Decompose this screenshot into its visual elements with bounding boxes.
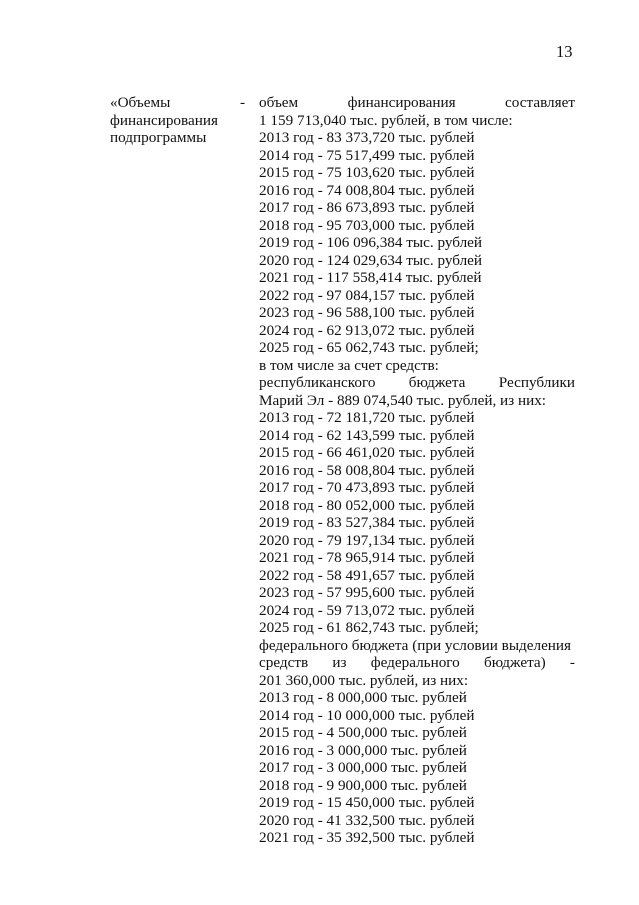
total-year-line: 2025 год - 65 062,743 тыс. рублей; — [259, 339, 479, 356]
total-year-line: 2020 год - 124 029,634 тыс. рублей — [259, 251, 483, 269]
total-year-line: 2022 год - 97 084,157 тыс. рублей — [259, 286, 475, 304]
republic-header-word: бюджета — [408, 374, 466, 391]
row-label-line: финансирования — [110, 111, 218, 129]
federal-header-word: - — [569, 654, 575, 671]
federal-year-line: 2015 год - 4 500,000 тыс. рублей — [259, 724, 467, 741]
republic-year-line: 2017 год - 70 473,893 тыс. рублей — [259, 479, 475, 496]
republic-year-line: 2021 год - 78 965,914 тыс. рублей — [259, 549, 475, 566]
total-intro-word: составляет — [505, 94, 575, 111]
federal-header-line-2 — [259, 654, 575, 672]
republic-year-line: 2018 год - 80 052,000 тыс. рублей — [259, 496, 475, 514]
label-dash: - — [240, 94, 246, 111]
federal-header-word: из — [332, 654, 347, 671]
republic-header-line — [259, 374, 575, 392]
federal-year-line: 2020 год - 41 332,500 тыс. рублей — [259, 811, 475, 829]
republic-year-line: 2022 год - 58 491,657 тыс. рублей — [259, 566, 475, 584]
total-year-line: 2019 год - 106 096,384 тыс. рублей — [259, 234, 483, 251]
federal-year-line: 2019 год - 15 450,000 тыс. рублей — [259, 794, 475, 811]
republic-year-line: 2023 год - 57 995,600 тыс. рублей — [259, 584, 475, 601]
total-year-line: 2014 год - 75 517,499 тыс. рублей — [259, 146, 475, 164]
federal-header-word: бюджета) — [484, 654, 546, 671]
sources-intro: в том числе за счет средств: — [259, 356, 439, 374]
row-label-line: «Объемы — [110, 94, 171, 111]
republic-header-word: Республики — [498, 374, 575, 391]
total-year-line: 2024 год - 62 913,072 тыс. рублей — [259, 321, 475, 339]
total-year-line: 2016 год - 74 008,804 тыс. рублей — [259, 181, 475, 199]
total-intro-line — [259, 94, 575, 112]
republic-header-word: республиканского — [259, 374, 376, 391]
total-year-line: 2018 год - 95 703,000 тыс. рублей — [259, 216, 475, 234]
federal-amount-line: 201 360,000 тыс. рублей, из них: — [259, 671, 469, 689]
republic-year-line: 2025 год - 61 862,743 тыс. рублей; — [259, 619, 479, 636]
federal-year-line: 2018 год - 9 900,000 тыс. рублей — [259, 776, 467, 794]
total-year-line: 2013 год - 83 373,720 тыс. рублей — [259, 129, 475, 146]
republic-year-line: 2020 год - 79 197,134 тыс. рублей — [259, 531, 475, 549]
total-year-line: 2023 год - 96 588,100 тыс. рублей — [259, 304, 475, 321]
financing-content — [259, 94, 575, 847]
total-intro-word: объем — [259, 94, 299, 111]
total-year-line: 2021 год - 117 558,414 тыс. рублей — [259, 269, 482, 286]
federal-header-word: средств — [259, 654, 309, 671]
republic-year-line: 2013 год - 72 181,720 тыс. рублей — [259, 409, 475, 426]
republic-years-list — [259, 409, 575, 637]
total-year-line: 2015 год - 75 103,620 тыс. рублей — [259, 164, 475, 181]
republic-year-line: 2024 год - 59 713,072 тыс. рублей — [259, 601, 475, 619]
republic-year-line: 2019 год - 83 527,384 тыс. рублей — [259, 514, 475, 531]
page-number: 13 — [556, 42, 573, 61]
republic-year-line: 2016 год - 58 008,804 тыс. рублей — [259, 461, 475, 479]
federal-year-line: 2014 год - 10 000,000 тыс. рублей — [259, 706, 475, 724]
federal-years-list — [259, 689, 575, 847]
total-intro-word: финансирования — [347, 94, 456, 111]
federal-year-line: 2021 год - 35 392,500 тыс. рублей — [259, 829, 475, 846]
federal-year-line: 2013 год - 8 000,000 тыс. рублей — [259, 689, 467, 706]
republic-amount-line: Марий Эл - 889 074,540 тыс. рублей, из них: — [259, 391, 547, 409]
federal-header-word: федерального — [370, 654, 460, 671]
row-label-line: подпрограммы — [110, 129, 207, 146]
federal-year-line: 2016 год - 3 000,000 тыс. рублей — [259, 741, 467, 759]
federal-header-line: федерального бюджета (при условии выделения — [259, 636, 572, 654]
republic-year-line: 2014 год - 62 143,599 тыс. рублей — [259, 426, 475, 444]
total-years-list — [259, 129, 575, 357]
total-year-line: 2017 год - 86 673,893 тыс. рублей — [259, 199, 475, 216]
republic-year-line: 2015 год - 66 461,020 тыс. рублей — [259, 444, 475, 461]
row-label — [110, 94, 238, 147]
federal-year-line: 2017 год - 3 000,000 тыс. рублей — [259, 759, 467, 776]
total-amount-line: 1 159 713,040 тыс. рублей, в том числе: — [259, 111, 513, 129]
